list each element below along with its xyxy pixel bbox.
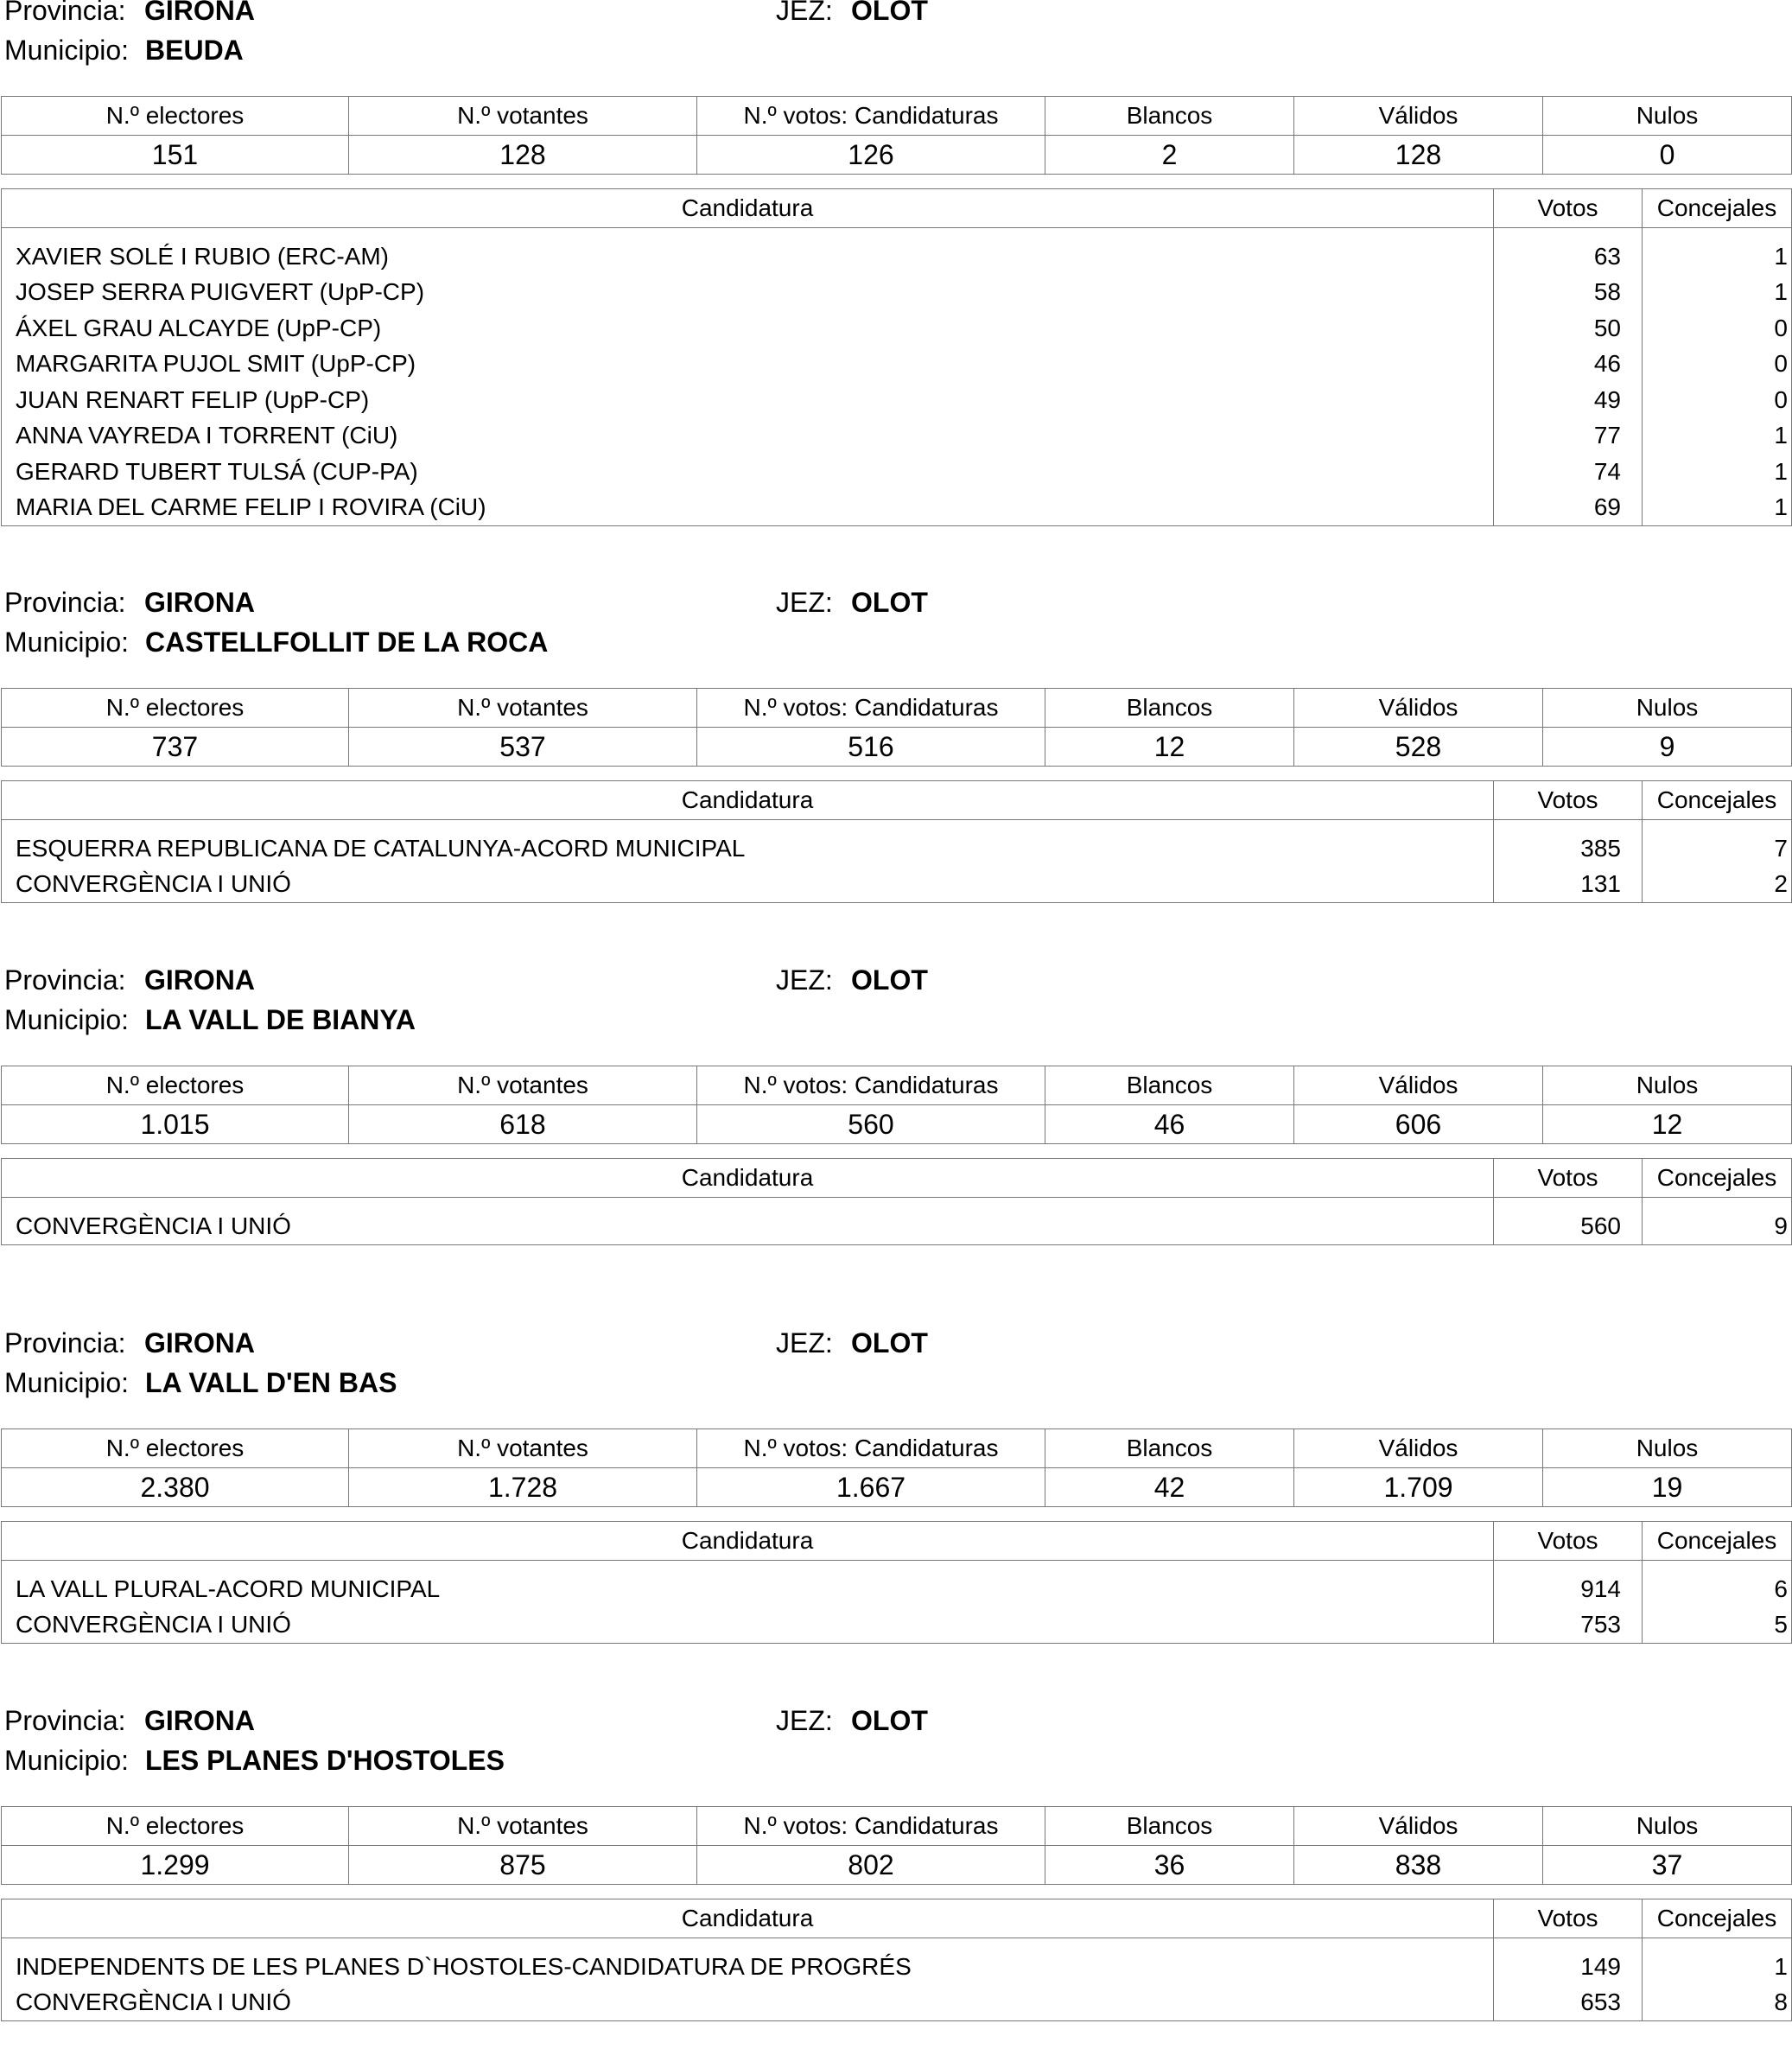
stats-value-cell: 46 [1045, 1105, 1294, 1144]
stats-value-cell: 1.015 [2, 1105, 349, 1144]
stats-values-row [2, 1105, 1792, 1144]
provincia-value: GIRONA [144, 587, 255, 618]
candidatura-name: JOSEP SERRA PUIGVERT (UpP-CP) [2, 275, 1494, 311]
candidatura-name: LA VALL PLURAL-ACORD MUNICIPAL [2, 1571, 1494, 1607]
stats-value-cell: 12 [1045, 728, 1294, 767]
candidatura-name: ESQUERRA REPUBLICANA DE CATALUNYA-ACORD MUNICIPAL [2, 830, 1494, 867]
stats-table [1, 1429, 1792, 1507]
stats-value-cell: 537 [349, 728, 697, 767]
candidatura-row [2, 454, 1792, 490]
candidaturas-header-cell: Candidatura [2, 1522, 1494, 1561]
stats-table [1, 1066, 1792, 1144]
municipality-block [0, 1705, 1792, 2068]
stats-header-cell: N.º votantes [349, 689, 697, 728]
stats-value-cell: 838 [1294, 1846, 1543, 1885]
stats-header-cell: Nulos [1543, 97, 1792, 136]
spacer-cell [1643, 820, 1792, 831]
municipio-label: Municipio: [4, 1745, 130, 1776]
candidaturas-header-cell: Concejales [1643, 1899, 1792, 1938]
spacer-row [2, 228, 1792, 239]
candidatura-name: JUAN RENART FELIP (UpP-CP) [2, 382, 1494, 418]
stats-value-cell: 606 [1294, 1105, 1543, 1144]
jez-value: OLOT [851, 587, 928, 618]
provincia-label: Provincia: [4, 964, 126, 996]
candidatura-row [2, 382, 1792, 418]
candidatura-name: ANNA VAYREDA I TORRENT (CiU) [2, 418, 1494, 455]
stats-value-cell: 128 [1294, 136, 1543, 175]
stats-value-cell: 2.380 [2, 1468, 349, 1507]
candidatura-concejales: 0 [1643, 347, 1792, 383]
candidatura-concejales: 1 [1643, 418, 1792, 455]
candidatura-row [2, 1985, 1792, 2021]
jez-label: JEZ: [776, 587, 833, 618]
stats-values-row [2, 136, 1792, 175]
candidatura-votos: 46 [1494, 347, 1643, 383]
stats-value-cell: 126 [697, 136, 1045, 175]
candidaturas-header-cell: Candidatura [2, 189, 1494, 228]
candidatura-name: CONVERGÈNCIA I UNIÓ [2, 867, 1494, 903]
candidatura-votos: 131 [1494, 867, 1643, 903]
stats-header-cell: N.º votantes [349, 1066, 697, 1105]
stats-header-cell: Nulos [1543, 689, 1792, 728]
stats-value-cell: 737 [2, 728, 349, 767]
candidatura-row [2, 239, 1792, 275]
spacer-cell [1494, 820, 1643, 831]
stats-header-cell: Blancos [1045, 97, 1294, 136]
candidatura-row [2, 1208, 1792, 1244]
municipio-value: LES PLANES D'HOSTOLES [145, 1745, 505, 1776]
stats-value-cell: 802 [697, 1846, 1045, 1885]
candidatura-concejales: 8 [1643, 1985, 1792, 2021]
candidaturas-header-row [2, 1159, 1792, 1198]
stats-value-cell: 516 [697, 728, 1045, 767]
candidatura-concejales: 5 [1643, 1607, 1792, 1644]
spacer-cell [1494, 228, 1643, 239]
stats-header-cell: N.º votos: Candidaturas [697, 97, 1045, 136]
municipio-label: Municipio: [4, 35, 130, 66]
stats-value-cell: 1.299 [2, 1846, 349, 1885]
candidatura-row [2, 490, 1792, 526]
stats-header-cell: N.º votos: Candidaturas [697, 689, 1045, 728]
stats-value-cell: 1.667 [697, 1468, 1045, 1507]
candidatura-row [2, 867, 1792, 903]
municipality-block [0, 587, 1792, 950]
stats-value-cell: 875 [349, 1846, 697, 1885]
candidatura-concejales: 6 [1643, 1571, 1792, 1607]
spacer-cell [1643, 228, 1792, 239]
municipality-block [0, 0, 1792, 521]
candidatura-concejales: 0 [1643, 382, 1792, 418]
candidatura-concejales: 0 [1643, 310, 1792, 347]
stats-header-cell: N.º votos: Candidaturas [697, 1066, 1045, 1105]
stats-table [1, 1806, 1792, 1885]
candidatura-votos: 49 [1494, 382, 1643, 418]
stats-value-cell: 2 [1045, 136, 1294, 175]
candidaturas-header-row [2, 1899, 1792, 1938]
stats-values-row [2, 1468, 1792, 1507]
stats-value-cell: 618 [349, 1105, 697, 1144]
provincia-value: GIRONA [144, 964, 255, 996]
municipio-label: Municipio: [4, 1367, 130, 1398]
candidatura-name: ÁXEL GRAU ALCAYDE (UpP-CP) [2, 310, 1494, 347]
stats-value-cell: 36 [1045, 1846, 1294, 1885]
stats-header-cell: Válidos [1294, 689, 1543, 728]
stats-header-cell: N.º electores [2, 689, 349, 728]
stats-value-cell: 9 [1543, 728, 1792, 767]
candidatura-row [2, 310, 1792, 347]
candidaturas-header-cell: Concejales [1643, 781, 1792, 820]
stats-header-cell: Válidos [1294, 1429, 1543, 1468]
spacer-cell [1494, 1938, 1643, 1950]
municipio-value: LA VALL DE BIANYA [145, 1004, 416, 1035]
stats-header-row [2, 1429, 1792, 1468]
spacer-row [2, 820, 1792, 831]
candidatura-concejales: 1 [1643, 490, 1792, 526]
stats-values-row [2, 1846, 1792, 1885]
stats-value-cell: 151 [2, 136, 349, 175]
spacer-cell [2, 228, 1494, 239]
candidaturas-table [1, 780, 1792, 903]
stats-value-cell: 12 [1543, 1105, 1792, 1144]
candidaturas-header-cell: Votos [1494, 781, 1643, 820]
candidatura-row [2, 418, 1792, 455]
spacer-cell [2, 1561, 1494, 1572]
stats-header-cell: Válidos [1294, 1807, 1543, 1846]
municipio-label: Municipio: [4, 627, 130, 658]
candidaturas-header-cell: Concejales [1643, 189, 1792, 228]
candidatura-name: CONVERGÈNCIA I UNIÓ [2, 1985, 1494, 2021]
stats-header-cell: N.º electores [2, 1066, 349, 1105]
stats-header-row [2, 689, 1792, 728]
candidatura-row [2, 1607, 1792, 1644]
candidatura-concejales: 7 [1643, 830, 1792, 867]
stats-header-cell: N.º votos: Candidaturas [697, 1429, 1045, 1468]
jez-value: OLOT [851, 964, 928, 996]
municipio-value: LA VALL D'EN BAS [145, 1367, 397, 1398]
candidatura-name: XAVIER SOLÉ I RUBIO (ERC-AM) [2, 239, 1494, 275]
spacer-cell [2, 1198, 1494, 1209]
municipio-label: Municipio: [4, 1004, 130, 1035]
candidatura-votos: 560 [1494, 1208, 1643, 1244]
provincia-value: GIRONA [144, 1705, 255, 1736]
candidatura-name: INDEPENDENTS DE LES PLANES D`HOSTOLES-CANDIDATURA DE PROGRÉS [2, 1949, 1494, 1985]
stats-value-cell: 560 [697, 1105, 1045, 1144]
stats-header-cell: Blancos [1045, 689, 1294, 728]
stats-header-cell: N.º votos: Candidaturas [697, 1807, 1045, 1846]
candidatura-concejales: 2 [1643, 867, 1792, 903]
stats-value-cell: 42 [1045, 1468, 1294, 1507]
candidatura-votos: 58 [1494, 275, 1643, 311]
candidatura-row [2, 347, 1792, 383]
candidatura-votos: 753 [1494, 1607, 1643, 1644]
spacer-cell [1643, 1938, 1792, 1950]
stats-value-cell: 37 [1543, 1846, 1792, 1885]
spacer-cell [2, 820, 1494, 831]
candidatura-name: CONVERGÈNCIA I UNIÓ [2, 1607, 1494, 1644]
provincia-label: Provincia: [4, 0, 126, 26]
candidatura-row [2, 830, 1792, 867]
candidaturas-header-row [2, 1522, 1792, 1561]
spacer-row [2, 1198, 1792, 1209]
jez-value: OLOT [851, 0, 928, 26]
stats-value-cell: 1.728 [349, 1468, 697, 1507]
candidatura-row [2, 1571, 1792, 1607]
stats-values-row [2, 728, 1792, 767]
municipio-value: CASTELLFOLLIT DE LA ROCA [145, 627, 549, 658]
stats-header-row [2, 1066, 1792, 1105]
candidaturas-table [1, 1158, 1792, 1245]
stats-header-cell: Válidos [1294, 1066, 1543, 1105]
spacer-cell [2, 1938, 1494, 1950]
municipio-value: BEUDA [145, 35, 244, 66]
municipality-block [0, 964, 1792, 1327]
provincia-label: Provincia: [4, 1705, 126, 1736]
stats-value-cell: 128 [349, 136, 697, 175]
provincia-label: Provincia: [4, 587, 126, 618]
jez-label: JEZ: [776, 0, 833, 26]
candidatura-concejales: 1 [1643, 454, 1792, 490]
candidatura-name: CONVERGÈNCIA I UNIÓ [2, 1208, 1494, 1244]
candidatura-concejales: 1 [1643, 239, 1792, 275]
candidatura-votos: 63 [1494, 239, 1643, 275]
candidaturas-header-cell: Votos [1494, 1159, 1643, 1198]
candidatura-concejales: 9 [1643, 1208, 1792, 1244]
municipality-block [0, 1327, 1792, 1690]
candidatura-votos: 69 [1494, 490, 1643, 526]
jez-value: OLOT [851, 1327, 928, 1359]
provincia-label: Provincia: [4, 1327, 126, 1359]
spacer-row [2, 1561, 1792, 1572]
stats-value-cell: 0 [1543, 136, 1792, 175]
stats-header-cell: Blancos [1045, 1429, 1294, 1468]
candidatura-name: GERARD TUBERT TULSÁ (CUP-PA) [2, 454, 1494, 490]
candidatura-name: MARIA DEL CARME FELIP I ROVIRA (CiU) [2, 490, 1494, 526]
candidaturas-header-cell: Votos [1494, 189, 1643, 228]
stats-header-row [2, 97, 1792, 136]
candidaturas-header-cell: Votos [1494, 1522, 1643, 1561]
stats-header-cell: N.º electores [2, 1807, 349, 1846]
stats-header-cell: Nulos [1543, 1807, 1792, 1846]
stats-header-cell: N.º votantes [349, 97, 697, 136]
stats-header-cell: Blancos [1045, 1066, 1294, 1105]
jez-value: OLOT [851, 1705, 928, 1736]
candidaturas-header-row [2, 781, 1792, 820]
stats-header-cell: N.º electores [2, 1429, 349, 1468]
candidatura-votos: 74 [1494, 454, 1643, 490]
candidatura-name: MARGARITA PUJOL SMIT (UpP-CP) [2, 347, 1494, 383]
stats-header-cell: Nulos [1543, 1066, 1792, 1105]
candidatura-votos: 50 [1494, 310, 1643, 347]
candidaturas-header-row [2, 189, 1792, 228]
candidaturas-header-cell: Candidatura [2, 1899, 1494, 1938]
stats-value-cell: 528 [1294, 728, 1543, 767]
spacer-cell [1643, 1561, 1792, 1572]
candidaturas-header-cell: Concejales [1643, 1159, 1792, 1198]
stats-value-cell: 19 [1543, 1468, 1792, 1507]
candidatura-concejales: 1 [1643, 275, 1792, 311]
candidatura-concejales: 1 [1643, 1949, 1792, 1985]
jez-label: JEZ: [776, 1705, 833, 1736]
jez-label: JEZ: [776, 964, 833, 996]
stats-header-cell: N.º electores [2, 97, 349, 136]
candidaturas-header-cell: Candidatura [2, 1159, 1494, 1198]
candidatura-votos: 914 [1494, 1571, 1643, 1607]
candidaturas-header-cell: Concejales [1643, 1522, 1792, 1561]
candidatura-votos: 653 [1494, 1985, 1643, 2021]
provincia-value: GIRONA [144, 1327, 255, 1359]
stats-table [1, 688, 1792, 767]
stats-header-cell: Válidos [1294, 97, 1543, 136]
spacer-cell [1494, 1561, 1643, 1572]
candidatura-votos: 77 [1494, 418, 1643, 455]
spacer-cell [1494, 1198, 1643, 1209]
spacer-cell [1643, 1198, 1792, 1209]
provincia-value: GIRONA [144, 0, 255, 26]
candidaturas-header-cell: Votos [1494, 1899, 1643, 1938]
jez-label: JEZ: [776, 1327, 833, 1359]
candidatura-row [2, 1949, 1792, 1985]
candidaturas-table [1, 188, 1792, 526]
spacer-row [2, 1938, 1792, 1950]
candidatura-votos: 385 [1494, 830, 1643, 867]
stats-header-row [2, 1807, 1792, 1846]
stats-header-cell: N.º votantes [349, 1807, 697, 1846]
stats-header-cell: N.º votantes [349, 1429, 697, 1468]
stats-table [1, 96, 1792, 175]
stats-value-cell: 1.709 [1294, 1468, 1543, 1507]
candidaturas-table [1, 1521, 1792, 1644]
candidaturas-header-cell: Candidatura [2, 781, 1494, 820]
candidatura-votos: 149 [1494, 1949, 1643, 1985]
candidaturas-table [1, 1899, 1792, 2021]
stats-header-cell: Blancos [1045, 1807, 1294, 1846]
candidatura-row [2, 275, 1792, 311]
stats-header-cell: Nulos [1543, 1429, 1792, 1468]
